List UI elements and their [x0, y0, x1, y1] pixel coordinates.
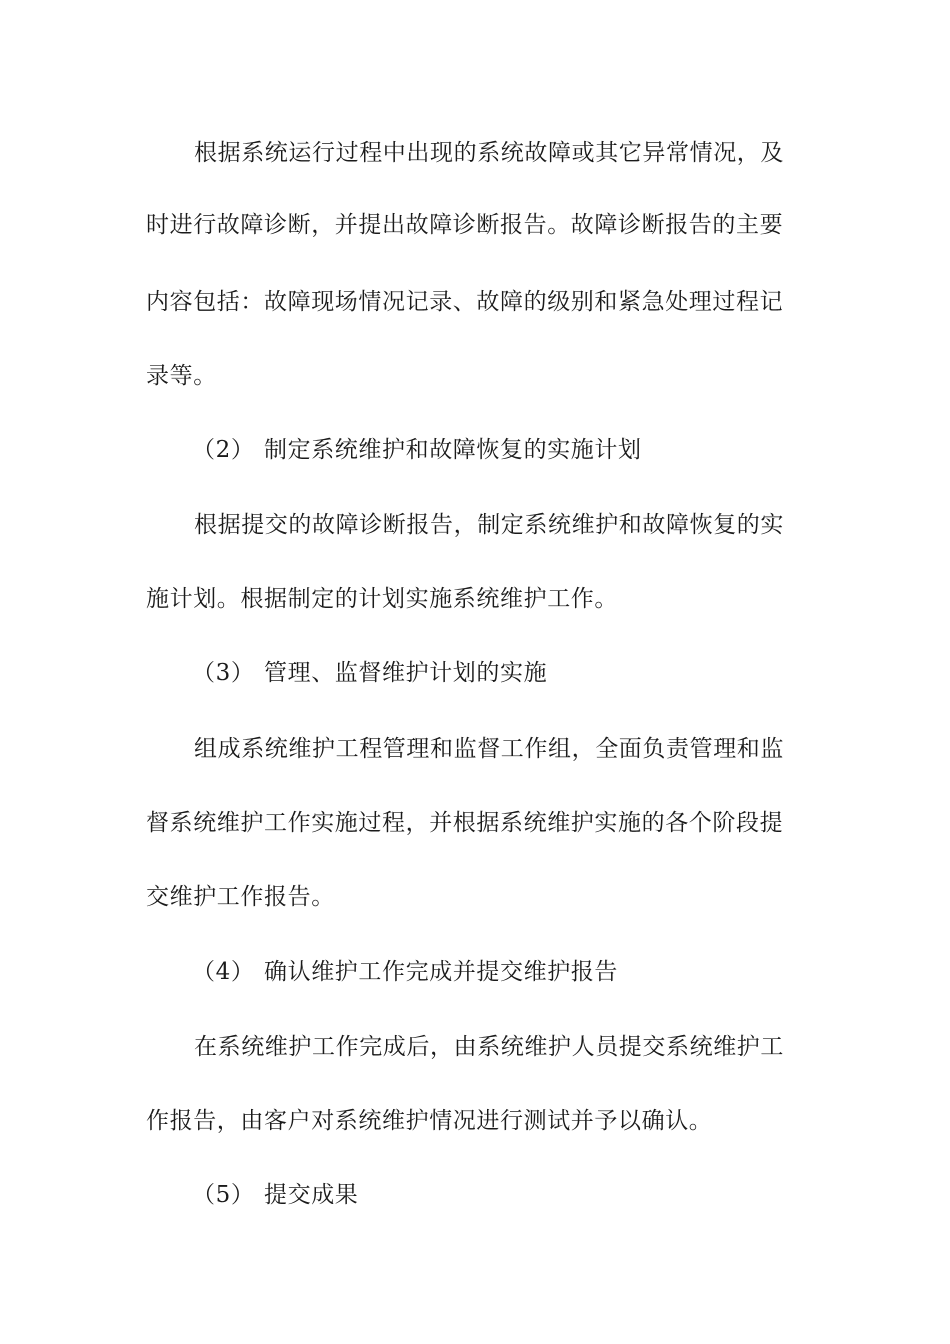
paragraph-1-line-2: 时进行故障诊断，并提出故障诊断报告。故障诊断报告的主要	[146, 212, 784, 238]
section-title: 确认维护工作完成并提交维护报告	[264, 959, 618, 985]
paragraph-3-line-2: 督系统维护工作实施过程，并根据系统维护实施的各个阶段提	[146, 810, 784, 836]
section-number: （4）	[192, 959, 255, 985]
paragraph-4-line-1: 在系统维护工作完成后，由系统维护人员提交系统维护工	[194, 1034, 784, 1060]
section-heading-3	[192, 658, 547, 688]
section-title: 制定系统维护和故障恢复的实施计划	[264, 437, 642, 463]
paragraph-1-line-1: 根据系统运行过程中出现的系统故障或其它异常情况，及	[194, 140, 784, 166]
paragraph-4-line-2: 作报告，由客户对系统维护情况进行测试并予以确认。	[146, 1108, 713, 1134]
section-number: （3）	[192, 660, 255, 686]
section-title: 提交成果	[264, 1182, 359, 1208]
section-title: 管理、监督维护计划的实施	[264, 660, 548, 686]
section-number: （5）	[192, 1182, 255, 1208]
section-heading-4	[192, 957, 618, 987]
paragraph-3-line-1: 组成系统维护工程管理和监督工作组，全面负责管理和监	[194, 736, 784, 762]
paragraph-1-line-3: 内容包括：故障现场情况记录、故障的级别和紧急处理过程记	[146, 289, 784, 315]
paragraph-1-line-4: 录等。	[146, 363, 217, 389]
paragraph-2-line-1: 根据提交的故障诊断报告，制定系统维护和故障恢复的实	[194, 512, 784, 538]
paragraph-2-line-2: 施计划。根据制定的计划实施系统维护工作。	[146, 586, 618, 612]
section-number: （2）	[192, 437, 255, 463]
section-heading-5	[192, 1180, 358, 1210]
section-heading-2	[192, 435, 642, 465]
paragraph-3-line-3: 交维护工作报告。	[146, 884, 335, 910]
